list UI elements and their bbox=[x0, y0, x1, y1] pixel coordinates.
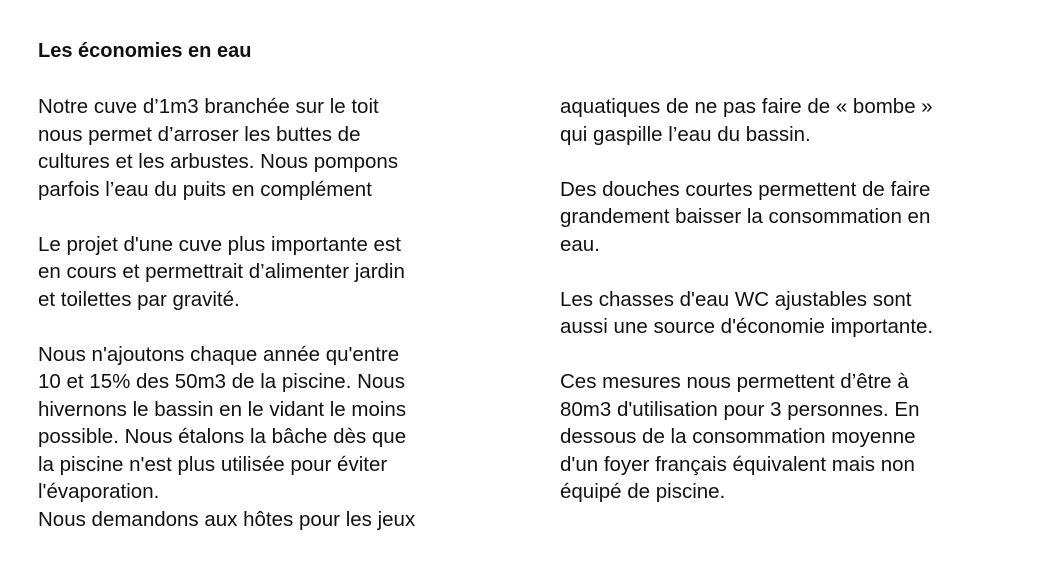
text-line: eau. bbox=[560, 232, 600, 256]
text-line: 80m3 d'utilisation pour 3 personnes. En bbox=[560, 397, 920, 421]
text-line: équipé de piscine. bbox=[560, 480, 726, 503]
text-line: Les chasses d'eau WC ajustables sont bbox=[560, 287, 912, 311]
right-column bbox=[560, 93, 1020, 506]
text-line: en cours et permettrait d’alimenter jardin bbox=[38, 260, 405, 283]
text-line: Des douches courtes permettent de faire bbox=[560, 177, 931, 201]
left-column bbox=[38, 93, 508, 533]
text-line: hivernons le bassin en le vidant le moins bbox=[38, 397, 407, 421]
text-line: Le projet d'une cuve plus importante est bbox=[38, 232, 401, 256]
text-line: possible. Nous étalons la bâche dès que bbox=[38, 425, 407, 448]
paragraph-gap bbox=[560, 148, 1020, 176]
text-line: cultures et les arbustes. Nous pompons bbox=[38, 150, 399, 173]
text-line: dessous de la consommation moyenne bbox=[560, 425, 916, 448]
text-line: aquatiques de ne pas faire de « bombe » bbox=[560, 95, 933, 118]
text-line: la piscine n'est plus utilisée pour éviter bbox=[38, 452, 388, 476]
text-line: d'un foyer français équivalent mais non bbox=[560, 452, 915, 476]
text-line: aussi une source d'économie importante. bbox=[560, 315, 934, 338]
paragraph-gap bbox=[560, 258, 1020, 286]
text-line: Ces mesures nous permettent d’être à bbox=[560, 370, 909, 393]
text-line: nous permet d’arroser les buttes de bbox=[38, 122, 361, 146]
text-line: qui gaspille l’eau du bassin. bbox=[560, 122, 811, 146]
text-line: Nous demandons aux hôtes pour les jeux bbox=[38, 507, 416, 531]
text-line: grandement baisser la consommation en bbox=[560, 205, 931, 228]
text-line: Nous n'ajoutons chaque année qu'entre bbox=[38, 342, 400, 366]
paragraph-gap bbox=[38, 203, 508, 231]
text-line: l'évaporation. bbox=[38, 480, 160, 503]
text-line: parfois l’eau du puits en complément bbox=[38, 177, 372, 201]
text-line: Notre cuve d’1m3 branchée sur le toit bbox=[38, 95, 379, 118]
paragraph-gap bbox=[560, 341, 1020, 369]
paragraph-gap bbox=[38, 313, 508, 341]
document-title: Les économies en eau bbox=[38, 40, 252, 62]
text-line: et toilettes par gravité. bbox=[38, 287, 240, 311]
text-line: 10 et 15% des 50m3 de la piscine. Nous bbox=[38, 370, 405, 393]
